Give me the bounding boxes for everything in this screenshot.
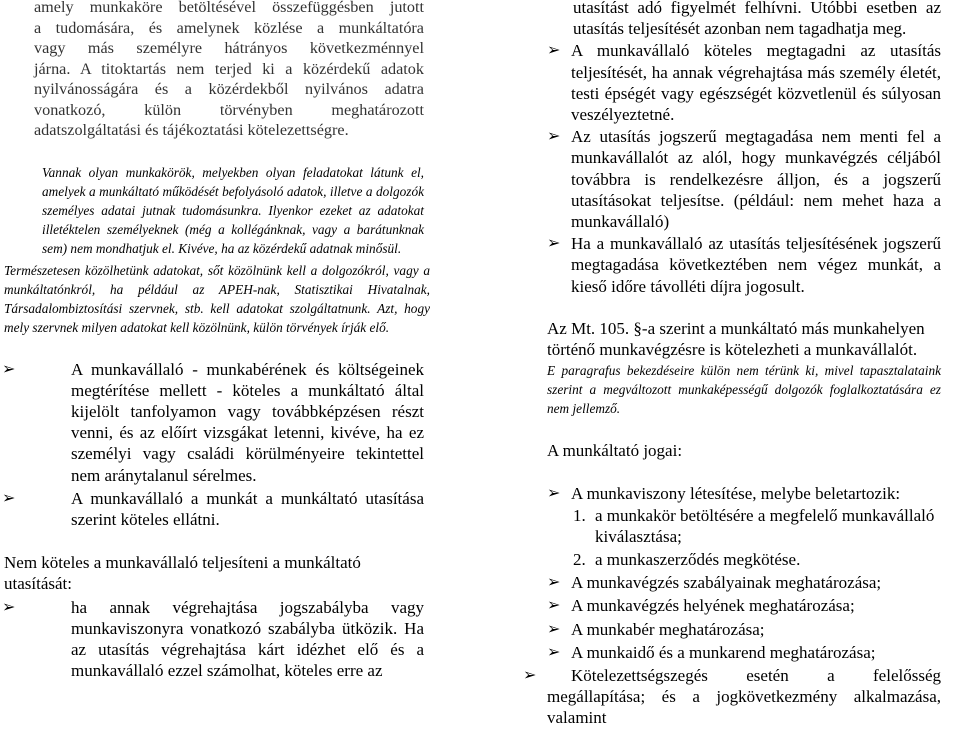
arrow-bullet-icon: ➢ — [547, 485, 561, 503]
bullet-text: A munkavállaló - munkabérének és költségeinek megtérítése mellett - köteles a munkáltató által kijelölt tanfolyamon vagy továbbképzésen részt venni, és az előírt vizsgákat letenni, kivéve, ha ez személyi vagy családi körülményeire tekintettel nem aránytalanul sérelmes. — [71, 359, 424, 485]
rights-bullet-wage — [547, 619, 941, 640]
arrow-bullet-icon: ➢ — [2, 489, 16, 507]
arrow-bullet-icon: ➢ — [2, 360, 16, 378]
bullet-absence-pay — [547, 233, 941, 297]
intro-line: nyilvánosságára és a közérdekből nyilvános adatra — [34, 80, 424, 98]
bullet-text: A munkavégzés helyének meghatározása; — [571, 596, 855, 616]
numbered-item-1 — [547, 505, 941, 547]
left-column — [2, 0, 430, 681]
bullet-lawful-refusal — [547, 126, 941, 232]
bullet-text: Az utasítás jogszerű megtagadása nem menti fel a munkavállalót az alól, hogy munkavégzés céljából továbbra is rendelkezésre álljon, és a jogszerű utasításokat teljesítse. (például: nem mehet haza a munkavállaló) — [571, 127, 941, 232]
number-marker: 2. — [573, 550, 586, 570]
arrow-bullet-icon: ➢ — [547, 128, 561, 146]
intro-line: járna. A titoktartás nem terjed ki a közérdekű adatok — [34, 59, 424, 78]
bullet-unlawful — [4, 597, 424, 682]
rights-bullet-employment — [547, 483, 941, 504]
arrow-bullet-icon: ➢ — [547, 643, 561, 661]
intro-line: vonatkozó, külön törvényben meghatározott — [34, 100, 424, 119]
mt105-paragraph: Az Mt. 105. §-a szerint a munkáltató más munkahelyen történő munkavégzésre is kötelezheti a munkavállalót. — [547, 318, 925, 360]
arrow-bullet-icon: ➢ — [523, 667, 537, 685]
employer-rights-title: A munkáltató jogai: — [547, 441, 683, 461]
bullet-text: Kötelezettségszegés esetén a felelősség megállapítása; és a jogkövetkezmény alkalmazása, valamint — [547, 666, 941, 728]
not-obliged-paragraph: Nem köteles a munkavállaló teljesíteni a munkáltató utasítását: — [4, 553, 361, 594]
bullet-text: Ha a munkavállaló az utasítás teljesítésének jogszerű megtagadása következtében nem végez munkát, a kieső időre távolléti díjra jogosult. — [571, 234, 941, 296]
intro-paragraph — [34, 0, 424, 141]
number-marker: 1. — [573, 505, 586, 525]
italic-paragraph-confidential: Vannak olyan munkakörök, melyekben olyan feladatokat látunk el, amelyek a munkáltató működését befolyásoló adatok, illetve a dolgozók személyes adatai jutnak tudomásunkra. Ilyenkor ezeket az adatokat illetéktelen személyeknek (még a kollégánknak, vagy a barátunknak sem) nem mondhatjuk el. Kivéve, ha az közérdekű adatnak minősül. — [42, 164, 424, 256]
rights-bullet-worktime — [547, 642, 941, 663]
intro-line: amely munkaköre betöltésével összefüggésben jutott — [34, 0, 424, 16]
italic-paragraph-note: E paragrafus bekezdéseire külön nem térünk ki, mivel tapasztalataink szerint a megváltozott munkaképességű dolgozók foglalkoztatására ez nem jellemző. — [547, 363, 941, 417]
rights-bullet-rules — [547, 572, 941, 593]
arrow-bullet-icon: ➢ — [547, 235, 561, 253]
bullet-instruction — [4, 488, 424, 530]
bullet-text: ha annak végrehajtása jogszabályba vagy munkaviszonyra vonatkozó szabályba ütközik. Ha az utasítás végrehajtása kárt idézhet elő és a munkavállaló ezzel számolhat, köteles erre az — [71, 597, 424, 681]
bullet-text: A munkaviszony létesítése, melybe beletartozik: — [571, 484, 901, 504]
bullet-text: A munkaidő és a munkarend meghatározása; — [571, 642, 876, 662]
bullet-training — [4, 359, 424, 486]
intro-line: a tudomására, és amelynek közlése a munkáltatóra — [34, 18, 424, 37]
continuation-paragraph: utasítást adó figyelmét felhívni. Utóbbi esetben az utasítás teljesítését azonban nem tagadhatja meg. — [573, 0, 941, 39]
right-column — [523, 0, 941, 729]
bullet-text: A munkavállaló köteles megtagadni az utasítás teljesítését, ha annak végrehajtása más személy életét, testi épségét vagy egészségét közvetlenül és súlyosan veszélyeztetné. — [571, 41, 941, 125]
arrow-bullet-icon: ➢ — [547, 620, 561, 638]
numbered-text: a munkaszerződés megkötése. — [595, 550, 801, 570]
rights-bullet-place — [547, 595, 941, 616]
bullet-refuse — [547, 40, 941, 125]
numbered-text: a munkakör betöltésére a megfelelő munkavállaló kiválasztása; — [595, 505, 935, 546]
arrow-bullet-icon: ➢ — [547, 597, 561, 615]
arrow-bullet-icon: ➢ — [2, 598, 16, 616]
bullet-text: A munkabér meghatározása; — [571, 619, 765, 639]
numbered-item-2 — [547, 549, 941, 570]
intro-line: vagy más személyre hátrányos következménnyel — [34, 39, 424, 57]
arrow-bullet-icon: ➢ — [547, 574, 561, 592]
bullet-text: A munkavállaló a munkát a munkáltató utasítása szerint köteles ellátni. — [71, 488, 424, 529]
bullet-text: A munkavégzés szabályainak meghatározása; — [571, 573, 882, 593]
italic-paragraph-disclosure: Természetesen közölhetünk adatokat, sőt közölnünk kell a dolgozókról, vagy a munkáltatónkról, ha például az APEH-nak, Statisztikai Hivatalnak, Társadalombiztosítási szervnek, stb. kell adatokat szolgáltatnunk. Azt, hogy mely szervnek milyen adatokat kell közölnünk, külön törvények írják elő. — [4, 262, 430, 335]
intro-line: adatszolgáltatási és tájékoztatási kötelezettségre. — [34, 121, 349, 139]
arrow-bullet-icon: ➢ — [547, 42, 561, 60]
rights-bullet-liability — [523, 665, 941, 729]
